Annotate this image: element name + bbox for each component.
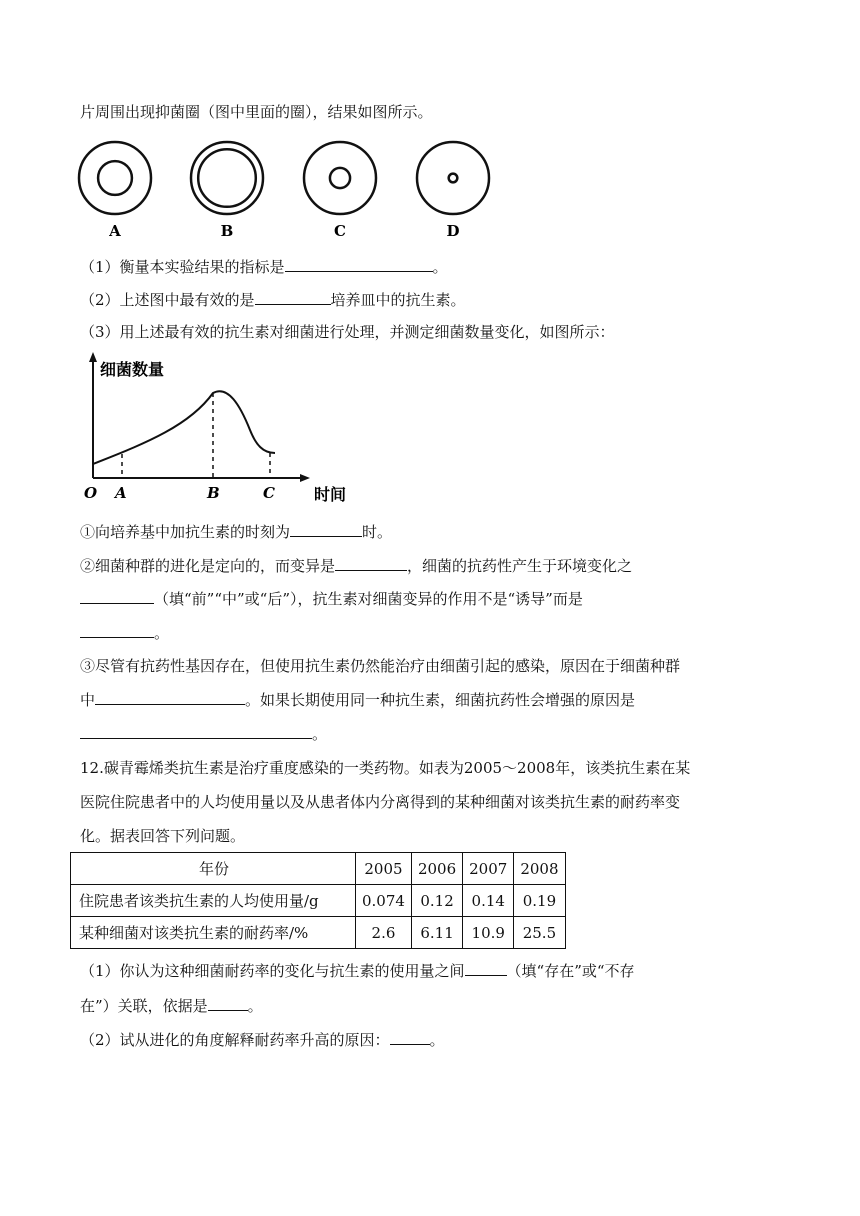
answer-blank-s2a[interactable] [335,555,407,571]
sub-question-3-line-2: 中 。如果长期使用同一种抗生素，细菌抗药性会增强的原因是 [80,691,636,709]
table-cell: 0.14 [463,885,514,917]
dish-outer-c [304,142,376,214]
table-cell: 0.074 [356,885,412,917]
sub-question-2-line-1: ②细菌种群的进化是定向的，而变异是 ，细菌的抗药性产生于环境变化之 [80,557,633,575]
table-header-cell: 2005 [356,853,412,885]
table-cell: 0.12 [411,885,462,917]
table-cell: 25.5 [514,917,565,949]
table-row [71,885,566,917]
question-12-line-3: 化。据表回答下列问题。 [80,827,246,845]
bacteria-curve [93,391,275,464]
question-1: （1）衡量本实验结果的指标是 。 [80,258,448,276]
table-header-cell: 年份 [71,853,356,885]
bacteria-count-graph [78,350,368,510]
answer-blank-12-2[interactable] [390,1029,430,1045]
inhibition-zone-a [98,161,132,195]
table-cell: 10.9 [463,917,514,949]
question-12-1-line-2: 在”）关联，依据是 。 [80,997,263,1015]
dish-outer-b [191,142,263,214]
table-header-cell: 2007 [463,853,514,885]
x-axis-arrow [300,474,310,482]
petri-dish-figure [70,136,510,242]
answer-blank-s2b[interactable] [80,588,154,604]
table-cell: 2.6 [356,917,412,949]
dish-outer-a [79,142,151,214]
answer-blank-s3b[interactable] [80,723,312,739]
inhibition-zone-b [198,149,256,207]
question-3: （3）用上述最有效的抗生素对细菌进行处理，并测定细菌数量变化，如图所示： [80,323,615,341]
y-axis-arrow [89,352,97,362]
dish-label-d: D [446,222,460,240]
dish-label-c: C [334,222,346,240]
dish-label-b: B [220,222,234,240]
answer-blank-12-1b[interactable] [208,995,248,1011]
table-cell: 住院患者该类抗生素的人均使用量/g [71,885,356,917]
answer-blank-s1[interactable] [290,521,362,537]
answer-blank-s2c[interactable] [80,622,154,638]
answer-blank-1[interactable] [285,256,433,272]
table-row [71,917,566,949]
intro-line: 片周围出现抑菌圈（图中里面的圈），结果如图所示。 [80,103,433,121]
table-cell: 某种细菌对该类抗生素的耐药率/% [71,917,356,949]
table-header-row [71,853,566,885]
question-12-line-2: 医院住院患者中的人均使用量以及从患者体内分离得到的某种细菌对该类抗生素的耐药率变 [80,793,681,811]
table-header-cell: 2008 [514,853,565,885]
sub-question-3-line-1: ③尽管有抗药性基因存在，但使用抗生素仍然能治疗由细菌引起的感染，原因在于细菌种群 [80,657,681,675]
inhibition-zone-d [449,174,458,183]
y-axis-label: 细菌数量 [100,360,165,379]
sub-question-1: ①向培养基中加抗生素的时刻为 时。 [80,523,393,541]
antibiotic-table [70,852,566,949]
dish-label-a: A [109,222,121,240]
question-2: （2）上述图中最有效的是 培养皿中的抗生素。 [80,291,466,309]
tick-label-b: B [207,484,220,502]
table-cell: 6.11 [411,917,462,949]
answer-blank-2[interactable] [255,289,331,305]
sub-question-3-line-3: 。 [80,723,327,744]
x-axis-label: 时间 [314,485,347,504]
inhibition-zone-c [330,168,350,188]
question-12-2: （2）试从进化的角度解释耐药率升高的原因： 。 [80,1031,445,1049]
table-cell: 0.19 [514,885,565,917]
table-header-cell: 2006 [411,853,462,885]
origin-label: O [84,484,98,502]
tick-label-a: A [115,484,127,502]
question-12-line-1: 12.碳青霉烯类抗生素是治疗重度感染的一类药物。如表为2005～2008年，该类抗生素在某 [80,759,691,777]
tick-label-c: C [263,484,275,502]
answer-blank-12-1a[interactable] [465,960,507,976]
sub-question-2-line-2: （填“前”“中”或“后”），抗生素对细菌变异的作用不是“诱导”而是 [80,588,583,609]
answer-blank-s3a[interactable] [95,689,245,705]
sub-question-2-line-3: 。 [80,622,169,643]
dish-outer-d [417,142,489,214]
question-12-1-line-1: （1）你认为这种细菌耐药率的变化与抗生素的使用量之间 （填“存在”或“不存 [80,962,635,980]
